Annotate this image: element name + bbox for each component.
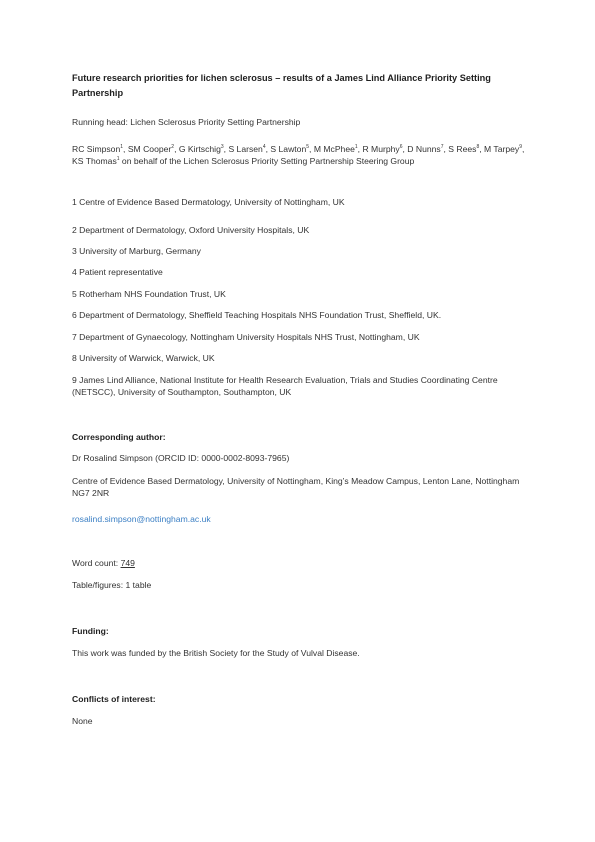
corresponding-author-name: Dr Rosalind Simpson (ORCID ID: 0000-0002-8093-7965) (72, 453, 290, 463)
author-name: KS Thomas (72, 156, 117, 166)
conflicts-heading: Conflicts of interest: (72, 694, 156, 704)
affiliation-item: 8 University of Warwick, Warwick, UK (72, 353, 215, 363)
author-affiliation-number: 1 (116, 156, 120, 163)
author-list: RC Simpson$^1$, SM Cooper$^2$, G Kirtschig$^3$, S Larsen$^4$, S Lawton$^5$, M McPhee$^1$, R Murphy$^6$, D Nunns$^7$, S Rees$^8$, M Tarpey$^9$, KS Thomas$^1$ on behalf of the Lichen Sclerosus Priority Setting Partnership Steering Group (72, 144, 525, 166)
conflicts-text: None (72, 716, 93, 726)
author-affiliation-number: 1 (120, 144, 124, 151)
author-affiliation-number: 9 (519, 144, 522, 151)
corresponding-author-email[interactable]: rosalind.simpson@nottingham.ac.uk (72, 514, 211, 524)
author-name: M McPhee (313, 144, 355, 154)
tables-figures-count: Table/figures: 1 table (72, 580, 152, 590)
author-name: S Lawton (270, 144, 307, 154)
affiliation-item: 1 Centre of Evidence Based Dermatology, University of Nottingham, UK (72, 197, 345, 207)
affiliation-item: 2 Department of Dermatology, Oxford University Hospitals, UK (72, 225, 310, 235)
word-count-label: Word count: (72, 558, 121, 568)
funding-text: This work was funded by the British Society for the Study of Vulval Disease. (72, 648, 360, 658)
affiliation-item: 6 Department of Dermatology, Sheffield Teaching Hospitals NHS Foundation Trust, Sheffield, UK. (72, 310, 442, 320)
affiliation-item: 3 University of Marburg, Germany (72, 246, 201, 256)
affiliation-item: 4 Patient representative (72, 267, 163, 277)
author-name: S Larsen (228, 144, 263, 154)
running-head: Running head: Lichen Sclerosus Priority Setting Partnership (72, 117, 301, 127)
author-name: SM Cooper (127, 144, 172, 154)
author-name: RC Simpson (72, 144, 121, 154)
paper-title: Future research priorities for lichen sclerosus – results of a James Lind Alliance Priority Setting Partnership (72, 73, 491, 98)
author-name: G Kirtschig (178, 144, 221, 154)
author-affiliation-number: 3 (220, 144, 224, 151)
affiliation-item: 9 James Lind Alliance, National Institute for Health Research Evaluation, Trials and Studies Coordinating Centre (NETSCC), University of Southampton, Southampton, UK (72, 375, 498, 397)
author-name: D Nunns (407, 144, 441, 154)
author-name: S Rees (448, 144, 477, 154)
author-affiliation-number: 2 (171, 144, 175, 151)
author-name: R Murphy (362, 144, 400, 154)
author-affiliation-number: 5 (306, 144, 310, 151)
author-affiliation-number: 1 (354, 144, 358, 151)
author-group-suffix: on behalf of the Lichen Sclerosus Priority Setting Partnership Steering Group (119, 156, 415, 166)
funding-heading: Funding: (72, 626, 109, 636)
corresponding-author-heading: Corresponding author: (72, 432, 166, 442)
corresponding-author-address: Centre of Evidence Based Dermatology, University of Nottingham, King’s Meadow Campus, Lenton Lane, Nottingham NG7 2NR (72, 476, 520, 498)
author-name: M Tarpey (484, 144, 520, 154)
author-affiliation-number: 8 (476, 144, 480, 151)
author-affiliation-number: 6 (399, 144, 403, 151)
word-count-value: 749 (120, 558, 135, 568)
affiliation-item: 7 Department of Gynaecology, Nottingham University Hospitals NHS Trust, Nottingham, UK (72, 332, 420, 342)
word-count (72, 557, 527, 569)
author-affiliation-number: 4 (262, 144, 266, 151)
author-affiliation-number: 7 (440, 144, 444, 151)
affiliation-item: 5 Rotherham NHS Foundation Trust, UK (72, 289, 226, 299)
